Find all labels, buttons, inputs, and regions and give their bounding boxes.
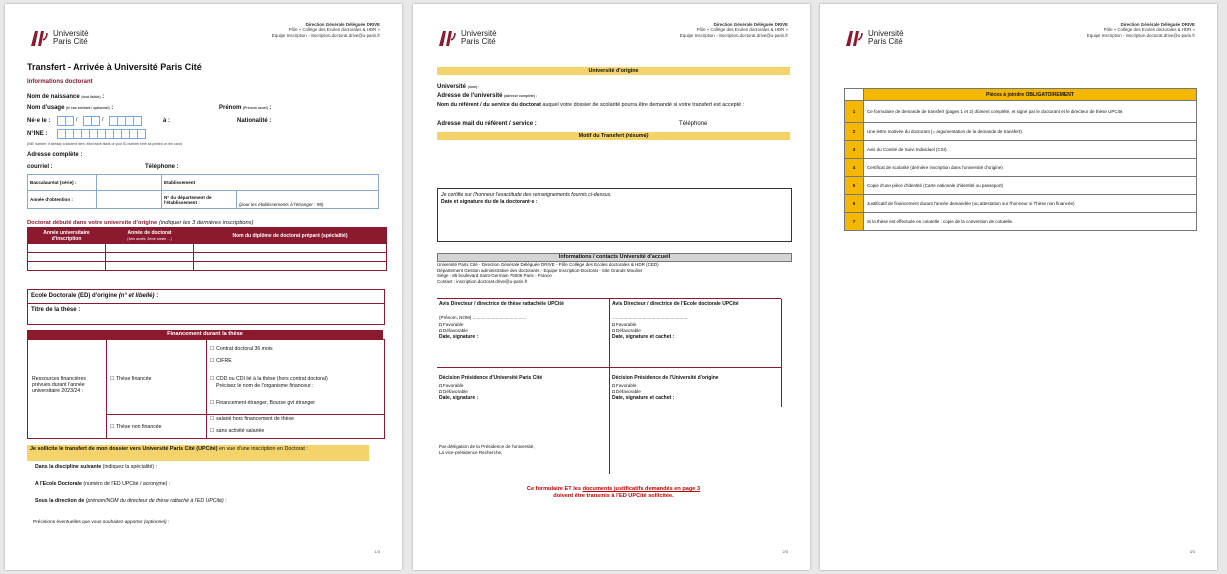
favorable-option[interactable]: ◘ Favorable	[439, 383, 464, 388]
inscriptions-table	[27, 227, 387, 271]
nom-field[interactable]: ...........................................................	[612, 315, 688, 320]
universite-origine-heading: Université d'origine	[437, 67, 790, 75]
birth-month-box[interactable]	[91, 116, 100, 126]
annee-obtention-field[interactable]	[97, 191, 162, 209]
table-cell[interactable]	[106, 244, 194, 253]
table-row	[28, 244, 387, 253]
item-text: Certificat de scolarité (dernière inscription dans l'université d'origine)	[864, 159, 1197, 177]
item-text: Une lettre motivée du doctorant (= argumentation de la demande de transfert).	[864, 123, 1197, 141]
university-logo-icon	[437, 28, 457, 48]
decision-origine-heading: Décision Présidence de l'Université d'origine	[612, 375, 719, 381]
birthplace-label: à :	[163, 118, 171, 124]
etablissement-label: Etablissement	[162, 175, 379, 191]
page-number: 2/3	[782, 549, 788, 554]
ne-le-label: Né·e le :	[27, 118, 51, 124]
university-logo-icon	[844, 28, 864, 48]
table-cell	[845, 89, 864, 101]
ecole-doctorale-upcite-label: A l'Ecole Doctorale (numéro de l'ED UPCité / acronyme) :	[35, 481, 171, 487]
page-title: Transfert - Arrivée à Université Paris Cité	[27, 62, 202, 72]
university-name: Université Paris Cité	[461, 29, 497, 46]
defavorable-option[interactable]: ◘ Défavorable	[439, 328, 468, 333]
col-annee-universitaire: Année universitaire d'inscription	[28, 228, 106, 244]
table-row	[28, 262, 387, 271]
table-cell[interactable]	[28, 253, 106, 262]
date-signature-label: Date et signature du·de la doctorant·e :	[441, 199, 538, 205]
item-number: 6	[845, 195, 864, 213]
item-text: Avis du Comité de Suivi Individuel (CSI).	[864, 141, 1197, 159]
university-name: Université Paris Cité	[868, 29, 904, 46]
university-logo-icon	[29, 28, 49, 48]
item-text: Copie d'une pièce d'identité (Carte nationale d'identité ou passeport)	[864, 177, 1197, 195]
precisions-label: Précisions éventuelles que vous souhaitez apporter (optionnel) :	[33, 520, 170, 525]
doctorat-debute-heading: Doctorat débuté dans votre universite d'origine (indiquer les 3 dernières inscriptions)	[27, 220, 254, 226]
page-2	[413, 4, 810, 570]
contact-line: Université Paris Cité - Direction Générale Déléguée DRIVE - Pôle Collège des Ecoles doctorales & HDR (CED)	[437, 262, 659, 267]
referent-label: Nom du référent / du service du doctorat auquel votre dossier de scolarité pourra être demandé si votre transfert est accepté :	[437, 102, 745, 108]
telephone-label: Téléphone :	[145, 164, 179, 170]
university-name: Université Paris Cité	[53, 29, 89, 46]
university-logo	[844, 28, 954, 50]
favorable-option[interactable]: ◘ Favorable	[439, 322, 464, 327]
date-signature-cachet-label: Date, signature et cachet :	[612, 395, 675, 401]
delegation-text: Par délégation de la Présidence de l'université,	[439, 444, 535, 449]
table-cell[interactable]	[28, 244, 106, 253]
defavorable-option[interactable]: ◘ Défavorable	[612, 389, 641, 394]
ine-label: N°INE :	[27, 131, 48, 137]
date-separator: /	[102, 117, 104, 123]
date-signature-label: Date, signature :	[439, 395, 479, 401]
divider	[28, 303, 384, 304]
sollicite-text: Je sollicite le transfert de mon dossier vers Université Paris Cité (UPCité) en vue d'une inscription en Doctorat :	[30, 446, 308, 452]
item-number: 2	[845, 123, 864, 141]
contacts-heading: Informations / contacts Université d'accueil	[437, 253, 792, 262]
list-item	[845, 123, 1197, 141]
organisme-financeur-label: Précisez le nom de l'organisme financeur :	[216, 383, 314, 389]
ine-note: (INE number: if already a student here, else leave blank or your ID-number here as printed on the card)	[27, 142, 182, 146]
date-signature-cachet-label: Date, signature et cachet :	[612, 334, 675, 340]
list-item	[845, 159, 1197, 177]
list-item	[845, 177, 1197, 195]
table-cell[interactable]	[106, 253, 194, 262]
university-logo	[437, 28, 547, 50]
item-number: 7	[845, 213, 864, 231]
section-info-doctorant: Informations doctorant	[27, 79, 93, 85]
prenom-nom-field[interactable]: (Prénom, NOM) ..........................................	[439, 315, 527, 320]
nom-naissance-label: Nom de naissance (tout lisible) :	[27, 94, 105, 100]
page-3	[820, 4, 1217, 570]
table-cell[interactable]	[106, 262, 194, 271]
discipline-label: Dans la discipline suivante (indiquez la spécialité) :	[35, 464, 157, 470]
contrat-doctoral-option[interactable]: ☐ Contrat doctoral 36 mois	[210, 346, 273, 352]
avis-ecole-heading: Avis Directeur / directrice de l'Ecole doctorale UPCité	[612, 301, 739, 307]
university-logo	[29, 28, 139, 50]
item-number: 1	[845, 101, 864, 123]
footer-notice: Ce formulaire ET les documents justificatifs demandés en page 3 doivent être transmis à l'ED UPCité sollicitée.	[526, 486, 701, 499]
certifie-text: Je certifie sur l'honneur l'exactitude des renseignements fournis ci-dessus.	[441, 192, 612, 198]
list-item	[845, 195, 1197, 213]
telephone-label: Téléphone	[679, 121, 708, 127]
avis-grid	[437, 298, 781, 474]
favorable-option[interactable]: ◘ Favorable	[612, 322, 637, 327]
table-cell[interactable]	[194, 244, 387, 253]
bac-serie-label: Baccalauréat (série) :	[28, 175, 97, 191]
table-cell[interactable]	[194, 262, 387, 271]
birth-year-box[interactable]	[133, 116, 142, 126]
header-info: Direction Générale Déléguée DRIVE Pôle « Collège des Ecoles doctorales & HDR » Equipe Inscription - inscription.doctorat.drive@u-paris.fr	[1086, 22, 1195, 38]
ecole-doctorale-label: Ecole Doctorale (ED) d'origine (n° et libellé) :	[31, 293, 159, 299]
list-item	[845, 101, 1197, 123]
sans-activite-option[interactable]: ☐ sans activité salariée	[210, 428, 265, 434]
divider	[609, 299, 610, 474]
item-text: Si la thèse est effectuée en cotutelle : copie de la convention de cotutelle.	[864, 213, 1197, 231]
annee-obtention-label: Année d'obtention :	[28, 191, 97, 209]
col-nom-diplome: Nom du diplôme de doctorat préparé (spécialité)	[194, 228, 387, 244]
financement-etranger-option[interactable]: ☐ Financement étranger, Bourse gvt étranger	[210, 400, 315, 406]
birth-day-box[interactable]	[65, 116, 74, 126]
page-number: 3/3	[1189, 549, 1195, 554]
contact-line: Département Gestion administrative des doctorants - Equipe Inscription-Doctorat - Site Grands Moulins	[437, 267, 643, 273]
item-number: 3	[845, 141, 864, 159]
pieces-table	[844, 88, 1197, 231]
decision-upc-heading: Décision Présidence d'Université Paris Cité	[439, 375, 543, 381]
item-number: 4	[845, 159, 864, 177]
courriel-label: courriel :	[27, 164, 53, 170]
page-number: 1/3	[374, 549, 380, 554]
item-text: Ce formulaire de demande de transfert (pages 1 et 2) dûment complété, et signé par le doctorant et le directeur de thèse UPCité.	[864, 101, 1197, 123]
documents-link[interactable]: documents justificatifs demandés en page 3	[582, 486, 701, 492]
table-cell[interactable]	[28, 262, 106, 271]
divider	[106, 414, 384, 415]
sollicite-banner	[27, 445, 369, 461]
list-item	[845, 141, 1197, 159]
nom-usage-label: Nom d'usage (le cas échéant / optionnel) :	[27, 105, 114, 111]
divider	[437, 367, 781, 368]
favorable-option[interactable]: ◘ Favorable	[612, 383, 637, 388]
defavorable-option[interactable]: ◘ Défavorable	[612, 328, 641, 333]
ressources-label: Ressources financières prévues durant l'année universitaire 2023/24 :	[32, 376, 86, 394]
adresse-mail-label: Adresse mail du référent / service :	[437, 121, 537, 127]
salarie-option[interactable]: ☐ salarié hors financement de thèse	[210, 416, 294, 422]
item-text: Justificatif de financement durant l'année demandée (ou attestation sur l'honneur si Thèse non financée)	[864, 195, 1197, 213]
titre-these-label: Titre de la thèse :	[31, 307, 81, 313]
date-signature-label: Date, signature :	[439, 334, 479, 340]
cdd-option[interactable]: ☐ CDD ou CDI lié à la thèse (hors contrat doctoral)	[210, 376, 328, 382]
divider	[106, 340, 107, 438]
header-info: Direction Générale Déléguée DRIVE Pôle « Collège des Ecoles doctorales & HDR » Equipe Inscription - inscription.doctorat.drive@u-paris.fr	[679, 22, 788, 38]
adresse-label: Adresse complète :	[27, 152, 83, 158]
adresse-universite-label: Adresse de l'université (adresse complète) :	[437, 93, 538, 99]
contact-line: Contact : inscription.doctorat.drive@u-paris.fr	[437, 278, 528, 284]
table-row	[28, 253, 387, 262]
defavorable-option[interactable]: ◘ Défavorable	[439, 389, 468, 394]
divider	[781, 367, 782, 407]
etranger-note: (pour les établissements à l'étranger : 99)	[237, 191, 379, 209]
list-item	[845, 213, 1197, 231]
cifre-option[interactable]: ☐ CIFRE	[210, 358, 232, 364]
ine-digit-box[interactable]	[137, 129, 146, 139]
date-separator: /	[76, 117, 78, 123]
header-info: Direction Générale Déléguée DRIVE Pôle « Collège des Ecoles doctorales & HDR » Equipe Inscription - inscription.doctorat.drive@u-paris.fr	[271, 22, 380, 38]
vice-presidence-text: La vice-présidence Recherche,	[439, 450, 503, 455]
divider	[206, 340, 207, 438]
num-departement-label: N° du département de l'établissement :	[162, 191, 237, 209]
divider	[781, 299, 782, 367]
bac-table	[27, 174, 379, 209]
these-financee-option[interactable]: ☐ Thèse financée	[110, 376, 152, 382]
item-number: 5	[845, 177, 864, 195]
col-annee-doctorat: Année de doctorat (1ère année, 2ème année …)	[106, 228, 194, 244]
contacts-block	[437, 262, 797, 284]
contact-line: Siège : 85 boulevard Saint-Germain 75006 Paris - France	[437, 273, 552, 279]
avis-directeur-heading: Avis Directeur / directrice de thèse rattaché/e UPCité	[439, 301, 564, 307]
ecole-doctorale-box	[27, 289, 385, 325]
table-cell[interactable]	[194, 253, 387, 262]
financement-box	[27, 339, 385, 439]
bac-serie-field[interactable]	[97, 175, 162, 191]
motif-heading: Motif du Transfert (résumé)	[437, 132, 790, 140]
direction-these-label: Sous la direction de (prénom/NOM du directeur de thèse rattaché à l'ED UPCité) :	[35, 498, 227, 504]
prenom-label: Prénom (Prénom usuel) :	[219, 105, 272, 111]
page-1	[5, 4, 402, 570]
certification-box	[437, 188, 792, 242]
financement-heading: Financement durant la thèse	[27, 330, 383, 339]
universite-label: Université (nom) :	[437, 84, 480, 90]
nationalite-label: Nationalité :	[237, 118, 272, 124]
these-non-financee-option[interactable]: ☐ Thèse non financée	[110, 424, 162, 430]
pieces-heading: Pièces à joindre OBLIGATOIREMENT	[864, 89, 1197, 101]
